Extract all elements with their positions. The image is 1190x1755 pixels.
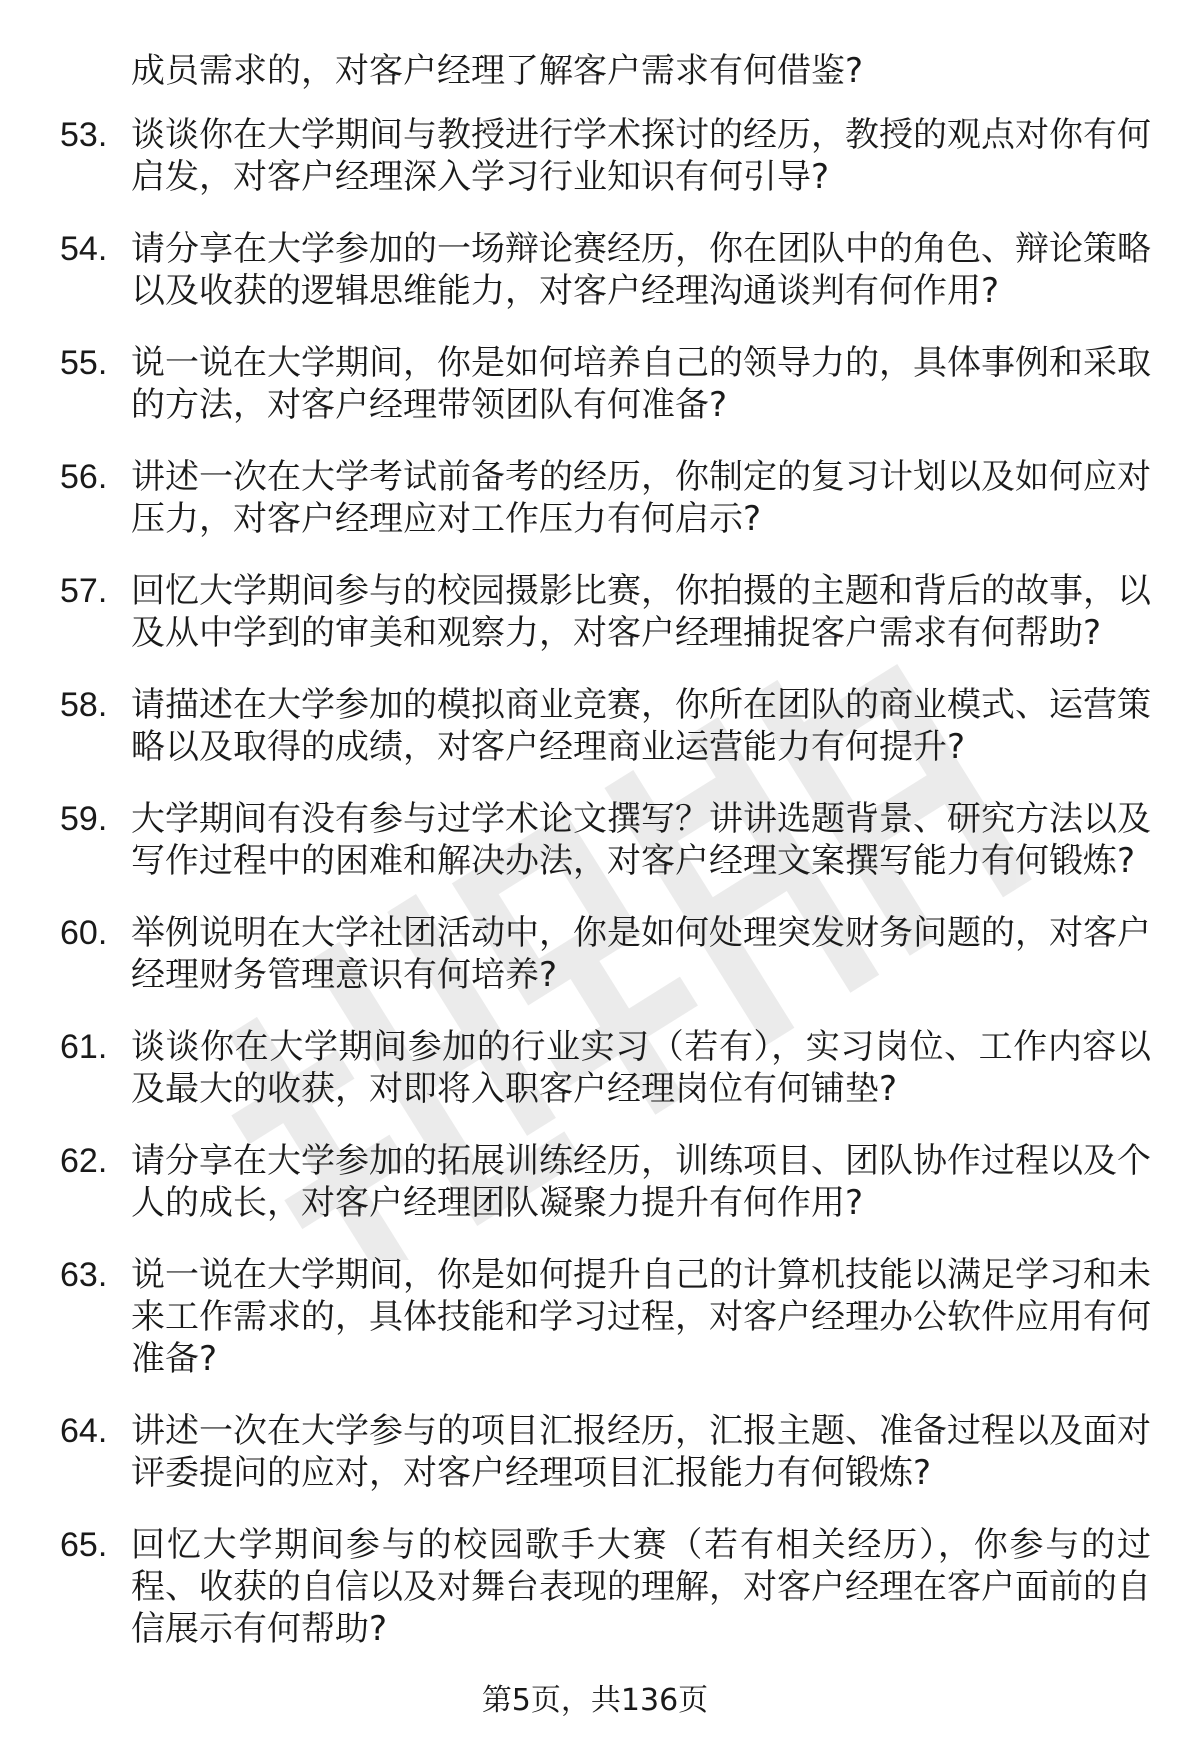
question-text: 讲述一次在大学参与的项目汇报经历，汇报主题、准备过程以及面对评委提问的应对，对客户经理项目汇报能力有何锻炼? xyxy=(131,1411,1151,1493)
question-number: 60. xyxy=(60,914,108,952)
question-number: 64. xyxy=(60,1412,108,1450)
question-item xyxy=(0,1140,1151,1224)
question-text: 说一说在大学期间，你是如何培养自己的领导力的，具体事例和采取的方法，对客户经理带领团队有何准备? xyxy=(131,343,1151,425)
question-list xyxy=(0,114,1190,1680)
question-item xyxy=(0,342,1151,426)
question-number: 63. xyxy=(60,1256,108,1294)
question-text: 回忆大学期间参与的校园摄影比赛，你拍摄的主题和背后的故事，以及从中学到的审美和观察力，对客户经理捕捉客户需求有何帮助? xyxy=(131,571,1151,653)
question-item xyxy=(0,684,1151,768)
question-text: 大学期间有没有参与过学术论文撰写？讲讲选题背景、研究方法以及写作过程中的困难和解决办法，对客户经理文案撰写能力有何锻炼? xyxy=(131,799,1151,881)
question-item xyxy=(0,228,1151,312)
question-number: 58. xyxy=(60,686,108,724)
question-text: 谈谈你在大学期间与教授进行学术探讨的经历，教授的观点对你有何启发，对客户经理深入学习行业知识有何引导? xyxy=(131,115,1151,197)
question-item xyxy=(0,798,1151,882)
question-text: 回忆大学期间参与的校园歌手大赛（若有相关经历），你参与的过程、收获的自信以及对舞台表现的理解，对客户经理在客户面前的自信展示有何帮助? xyxy=(131,1525,1151,1649)
question-text: 请分享在大学参加的一场辩论赛经历，你在团队中的角色、辩论策略以及收获的逻辑思维能力，对客户经理沟通谈判有何作用? xyxy=(131,229,1151,311)
question-text: 说一说在大学期间，你是如何提升自己的计算机技能以满足学习和未来工作需求的，具体技能和学习过程，对客户经理办公软件应用有何准备? xyxy=(131,1255,1151,1379)
question-text: 请分享在大学参加的拓展训练经历，训练项目、团队协作过程以及个人的成长，对客户经理团队凝聚力提升有何作用? xyxy=(131,1141,1151,1223)
question-item xyxy=(0,912,1151,996)
question-item xyxy=(0,1410,1151,1494)
question-number: 61. xyxy=(60,1028,108,1066)
question-number: 56. xyxy=(60,458,108,496)
question-number: 57. xyxy=(60,572,108,610)
question-number: 62. xyxy=(60,1142,108,1180)
question-text: 请描述在大学参加的模拟商业竞赛，你所在团队的商业模式、运营策略以及取得的成绩，对客户经理商业运营能力有何提升? xyxy=(131,685,1151,767)
question-item xyxy=(0,570,1151,654)
question-item xyxy=(0,1254,1151,1380)
question-item xyxy=(0,1524,1151,1650)
continuation-text: 成员需求的，对客户经理了解客户需求有何借鉴? xyxy=(131,51,864,91)
question-number: 59. xyxy=(60,800,108,838)
question-number: 65. xyxy=(60,1526,108,1564)
question-number: 54. xyxy=(60,230,108,268)
question-text: 举例说明在大学社团活动中，你是如何处理突发财务问题的，对客户经理财务管理意识有何培养? xyxy=(131,913,1151,995)
question-item xyxy=(0,1026,1151,1110)
question-item xyxy=(0,114,1151,198)
question-item xyxy=(0,456,1151,540)
page-footer: 第5页，共136页 xyxy=(481,1683,709,1718)
question-text: 谈谈你在大学期间参加的行业实习（若有），实习岗位、工作内容以及最大的收获，对即将入职客户经理岗位有何铺垫? xyxy=(131,1027,1151,1109)
question-number: 53. xyxy=(60,116,108,154)
question-number: 55. xyxy=(60,344,108,382)
question-text: 讲述一次在大学考试前备考的经历，你制定的复习计划以及如何应对压力，对客户经理应对工作压力有何启示? xyxy=(131,457,1151,539)
